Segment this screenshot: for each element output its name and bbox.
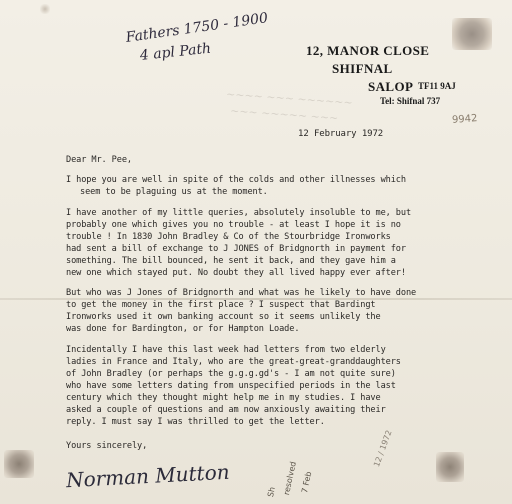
- show-through-text: ~~~ ~~~~~ ~~~: [229, 104, 339, 125]
- salutation: Dear Mr. Pee,: [66, 155, 132, 165]
- body-line: century which they thought might help me in my studies. I have: [66, 393, 381, 403]
- letter-date: 12 February 1972: [298, 129, 384, 139]
- body-line: of John Bradley (or perhaps the g.g.g.gd's - I am not quite sure): [66, 369, 396, 379]
- body-line: probably one which gives you no trouble - at least I hope it is no: [66, 220, 401, 230]
- body-line: asked a couple of questions and am now anxiously awaiting their: [66, 405, 386, 415]
- tape-stain-top-right: [452, 18, 492, 50]
- body-line: ladies in France and Italy, who are the great-great-granddaughters: [66, 357, 401, 367]
- margin-note: 12 / 1972: [372, 428, 394, 469]
- handwritten-note-line-1: Fathers 1750 - 1900: [124, 10, 269, 46]
- closing: Yours sincerely,: [66, 441, 148, 451]
- letterhead-county: SALOP: [368, 79, 414, 94]
- body-line: had sent a bill of exchange to J JONES of Bridgnorth in payment for: [66, 244, 406, 254]
- letterhead-postcode: TF11 9AJ: [418, 81, 456, 91]
- body-line: to get the money in the first place ? I suspect that Bardingt: [66, 300, 376, 310]
- letterhead-street: 12, MANOR CLOSE: [306, 43, 430, 58]
- body-line: I hope you are well in spite of the colds and other illnesses which: [66, 175, 406, 185]
- margin-note: resolved: [282, 460, 298, 496]
- margin-note: Sh: [266, 486, 277, 498]
- body-line: Ironworks used it own banking account so it seems unlikely the: [66, 312, 381, 322]
- spot-stain: [40, 4, 50, 14]
- body-line: seem to be plaguing us at the moment.: [80, 187, 268, 197]
- signature: Norman Mutton: [65, 459, 231, 493]
- body-line: trouble ! In 1830 John Bradley & Co of the Stourbridge Ironworks: [66, 232, 391, 242]
- body-line: was done for Bardington, or for Hampton Loade.: [66, 324, 300, 334]
- tape-stain-bottom-left: [4, 450, 34, 478]
- pencil-reference-number: 9942: [451, 113, 478, 126]
- letterhead-town: SHIFNAL: [332, 61, 393, 76]
- body-line: reply. I must say I was thrilled to get the letter.: [66, 417, 325, 427]
- body-line: new one which stayed put. No doubt they all lived happy ever after!: [66, 268, 406, 278]
- body-line: Incidentally I have this last week had letters from two elderly: [66, 345, 386, 355]
- tape-stain-bottom-right: [436, 452, 464, 482]
- body-line: something. The bill bounced, he sent it back, and they gave him a: [66, 256, 396, 266]
- handwritten-note-line-2: 4 apl Path: [139, 40, 212, 64]
- show-through-text: ~~~~ ~~~ ~~~~~~: [225, 87, 354, 110]
- body-line: But who was J Jones of Bridgnorth and what was he likely to have done: [66, 288, 417, 298]
- body-line: I have another of my little queries, absolutely insoluble to me, but: [66, 208, 412, 218]
- body-line: who have some letters dating from unspecified periods in the last: [66, 381, 396, 391]
- margin-note: 7 Feb: [300, 470, 314, 494]
- letterhead-telephone: Tel: Shifnal 737: [380, 96, 441, 106]
